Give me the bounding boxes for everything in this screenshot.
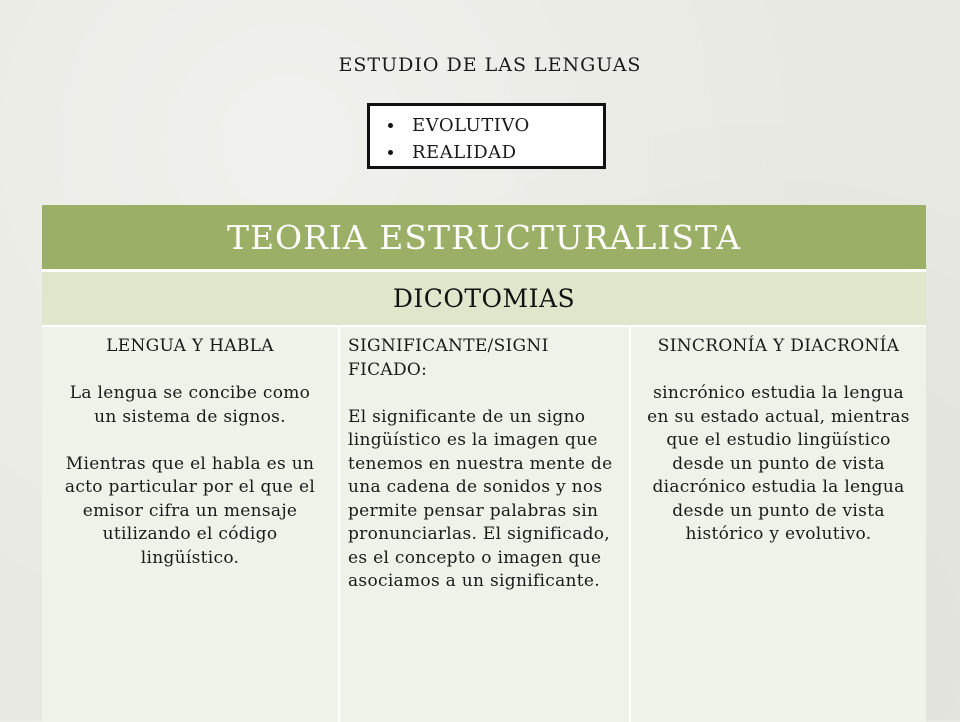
note-item-realidad: REALIDAD — [412, 139, 603, 166]
column-paragraph: sincrónico estudia la lengua en su estado actual, mientras que el estudio lingüístico desde un punto de vista diacrónico estudia la lengua desde un punto de vista histórico y evolutivo. — [647, 383, 910, 544]
column-significante-significado — [338, 327, 631, 722]
table-body-row — [42, 327, 926, 722]
note-list — [370, 106, 603, 166]
table-header: TEORIA ESTRUCTURALISTA — [42, 205, 926, 272]
table-subheader: DICOTOMIAS — [42, 272, 926, 327]
column-heading: LENGUA Y HABLA — [106, 336, 274, 356]
column-heading: SIGNIFICANTE/SIGNI FICADO: — [348, 336, 549, 380]
column-sincronia-diacronia — [631, 327, 926, 722]
note-item-evolutivo: EVOLUTIVO — [412, 112, 603, 139]
dichotomies-table — [42, 205, 926, 720]
note-box — [367, 103, 606, 169]
column-paragraph: Mientras que el habla es un acto particular por el que el emisor cifra un mensaje utilizando el código lingüístico. — [64, 453, 316, 568]
column-paragraph: La lengua se concibe como un sistema de signos. — [69, 383, 311, 427]
column-paragraph: El significante de un signo lingüístico es la imagen que tenemos en nuestra mente de una cadena de sonidos y nos permite pensar palabras sin pronunciarlas. El significado, es el concepto o imagen que asociamos a un significante. — [348, 406, 613, 591]
column-heading: SINCRONÍA Y DIACRONÍA — [657, 336, 900, 356]
column-lengua-habla — [42, 327, 338, 722]
slide-title: ESTUDIO DE LAS LENGUAS — [338, 54, 642, 76]
